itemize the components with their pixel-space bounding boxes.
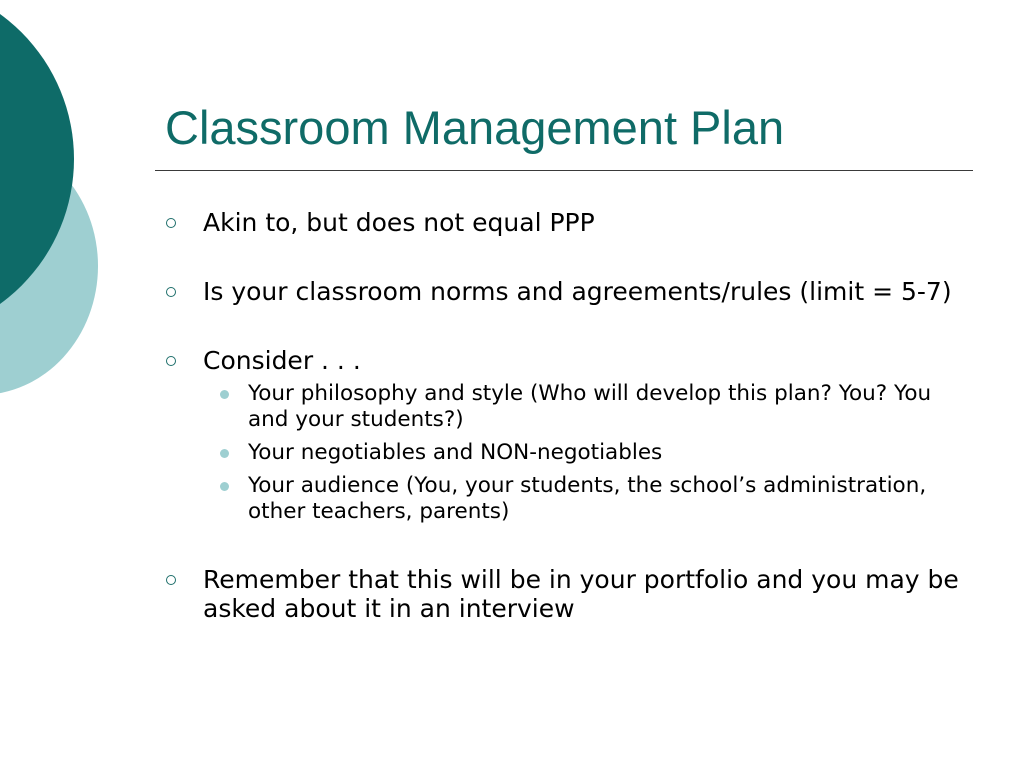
bullet-text: Consider . . . (203, 346, 361, 375)
title-divider (155, 170, 973, 171)
filled-dot-bullet-icon (220, 449, 229, 458)
filled-dot-bullet-icon (220, 482, 229, 491)
hollow-circle-bullet-icon (166, 575, 176, 585)
slide-title: Classroom Management Plan (165, 101, 785, 154)
bullet-item (203, 565, 963, 623)
hollow-circle-bullet-icon (166, 218, 176, 228)
bullet-text: Is your classroom norms and agreements/rules (limit = 5-7) (203, 277, 952, 306)
bullet-item (203, 346, 963, 525)
sub-bullet-text: Your audience (You, your students, the school’s administration, other teachers, parents) (248, 473, 927, 524)
hollow-circle-bullet-icon (166, 287, 176, 297)
bullet-item (203, 277, 963, 306)
sub-bullet-list (203, 381, 963, 525)
bullet-item (203, 208, 963, 237)
filled-dot-bullet-icon (220, 390, 229, 399)
bullet-text: Remember that this will be in your portfolio and you may be asked about it in an interview (203, 565, 959, 623)
sub-bullet-item (248, 473, 963, 525)
sub-bullet-item (248, 440, 963, 466)
sub-bullet-item (248, 381, 963, 433)
bullet-list (203, 208, 963, 663)
sub-bullet-text: Your negotiables and NON-negotiables (248, 440, 663, 465)
bullet-text: Akin to, but does not equal PPP (203, 208, 595, 237)
sub-bullet-text: Your philosophy and style (Who will develop this plan? You? You and your students?) (248, 381, 932, 432)
hollow-circle-bullet-icon (166, 356, 176, 366)
